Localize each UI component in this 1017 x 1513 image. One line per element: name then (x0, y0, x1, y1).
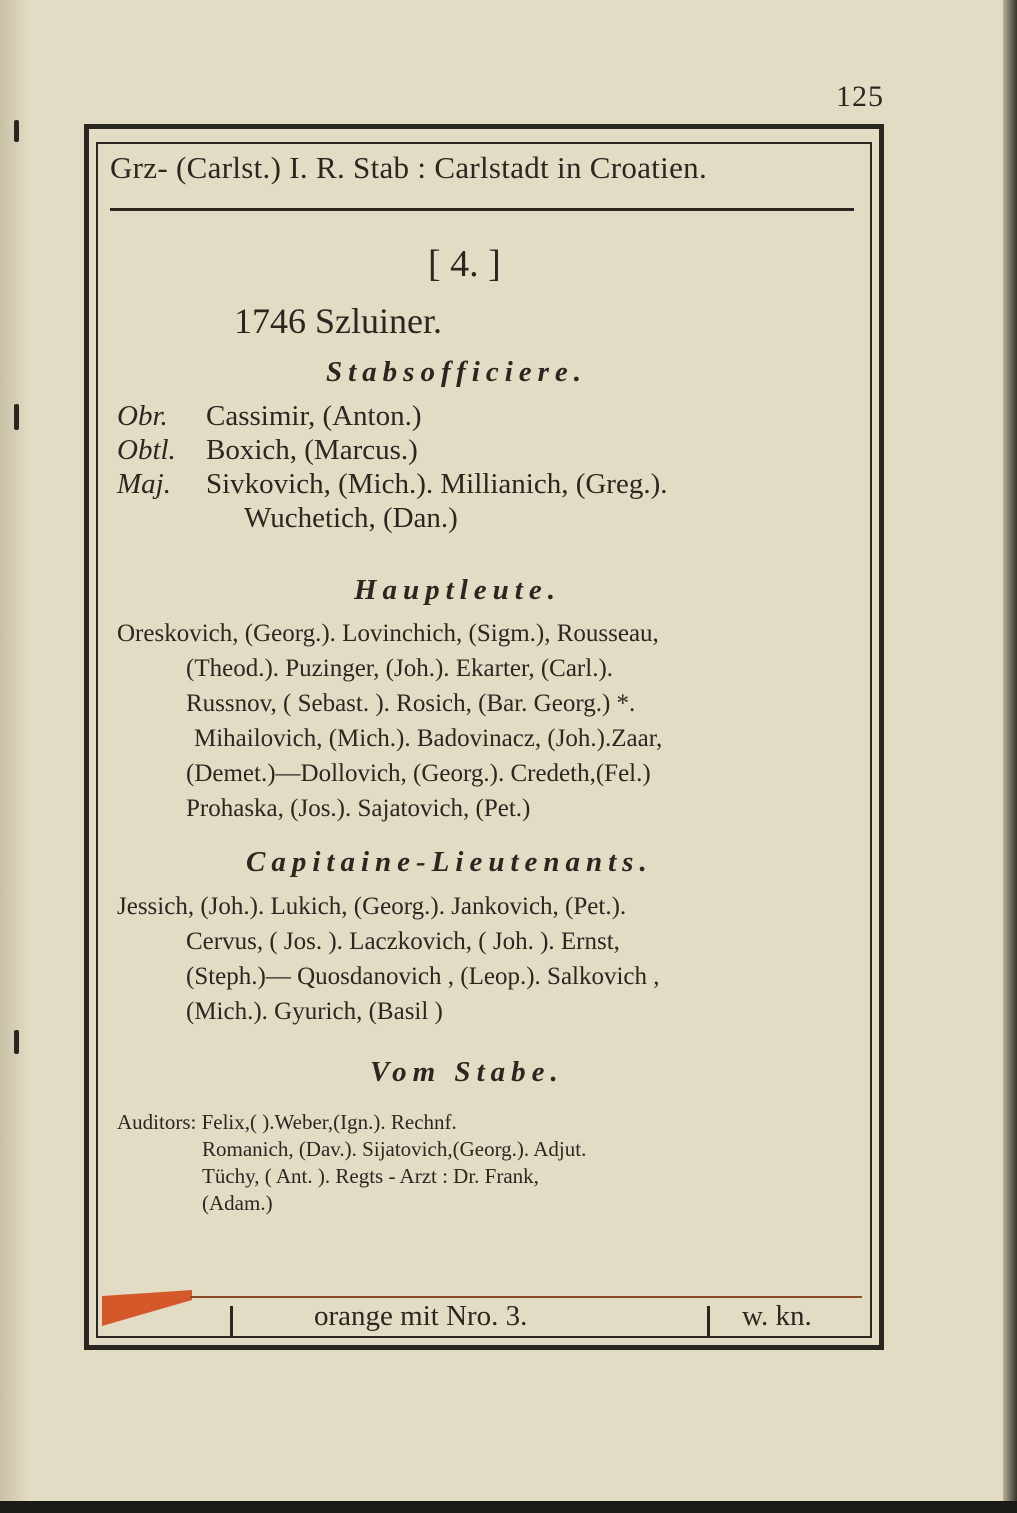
vom-stabe-line: Romanich, (Dav.). Sijatovich,(Georg.). Adjut. (202, 1137, 587, 1161)
section-title-vom-stabe: Vom Stabe. (370, 1056, 564, 1088)
page-number: 125 (836, 80, 884, 113)
page-edge-bottom (0, 1501, 1017, 1513)
section-title-stabsofficiere: Stabsofficiere. (326, 356, 588, 388)
officer-names: Cassimir, (Anton.) (206, 400, 422, 432)
vom-stabe-line: (Adam.) (202, 1191, 273, 1215)
header-rule (110, 208, 854, 211)
margin-mark (14, 120, 19, 142)
page-edge (1003, 0, 1017, 1513)
footer-underline (170, 1336, 222, 1338)
spine-shadow (0, 0, 30, 1513)
officer-names: Boxich, (Marcus.) (206, 434, 418, 466)
regiment-name: 1746 Szluiner. (234, 301, 442, 341)
footer-rule (190, 1296, 862, 1298)
hauptleute-line: Mihailovich, (Mich.). Badovinacz, (Joh.).Zaar, (194, 725, 663, 752)
hauptleute-line: (Theod.). Puzinger, (Joh.). Ekarter, (Carl.). (186, 655, 614, 682)
button-color-text: w. kn. (742, 1300, 812, 1332)
capitaine-lieutenants-line: Jessich, (Joh.). Lukich, (Georg.). Jankovich, (Pet.). (117, 893, 627, 920)
capitaine-lieutenants-line: (Mich.). Gyurich, (Basil ) (186, 998, 443, 1025)
footer-underline (262, 1336, 638, 1338)
footer-divider (230, 1306, 233, 1338)
margin-mark (14, 404, 19, 430)
section-title-capitaine-lieutenants: Capitaine-Lieutenants. (246, 846, 653, 878)
hauptleute-line: Prohaska, (Jos.). Sajatovich, (Pet.) (186, 795, 531, 822)
rank-label: Obtl. (117, 434, 176, 466)
hauptleute-line: Oreskovich, (Georg.). Lovinchich, (Sigm.), Rousseau, (117, 620, 659, 647)
rank-label: Maj. (117, 468, 171, 500)
vom-stabe-line: Tüchy, ( Ant. ). Regts - Arzt : Dr. Frank, (202, 1164, 539, 1188)
regiment-number: [ 4. ] (428, 243, 501, 285)
officer-names: Sivkovich, (Mich.). Millianich, (Greg.). (206, 468, 668, 500)
section-title-hauptleute: Hauptleute. (354, 574, 561, 606)
margin-mark (14, 1030, 19, 1054)
page-header: Grz- (Carlst.) I. R. Stab : Carlstadt in Croatien. (110, 150, 707, 185)
hauptleute-line: (Demet.)—Dollovich, (Georg.). Credeth,(Fel.) (186, 760, 651, 787)
officer-names-continuation: Wuchetich, (Dan.) (244, 502, 458, 534)
hauptleute-line: Russnov, ( Sebast. ). Rosich, (Bar. Georg.) *. (186, 690, 636, 717)
rank-label: Obr. (117, 400, 168, 432)
footer-divider (707, 1306, 710, 1338)
vom-stabe-line: Auditors: Felix,( ).Weber,(Ign.). Rechnf. (117, 1110, 457, 1134)
capitaine-lieutenants-line: Cervus, ( Jos. ). Laczkovich, ( Joh. ). Ernst, (186, 928, 620, 955)
facing-color-swatch (102, 1290, 192, 1334)
capitaine-lieutenants-line: (Steph.)— Quosdanovich , (Leop.). Salkovich , (186, 963, 660, 990)
facing-color-text: orange mit Nro. 3. (314, 1300, 528, 1332)
